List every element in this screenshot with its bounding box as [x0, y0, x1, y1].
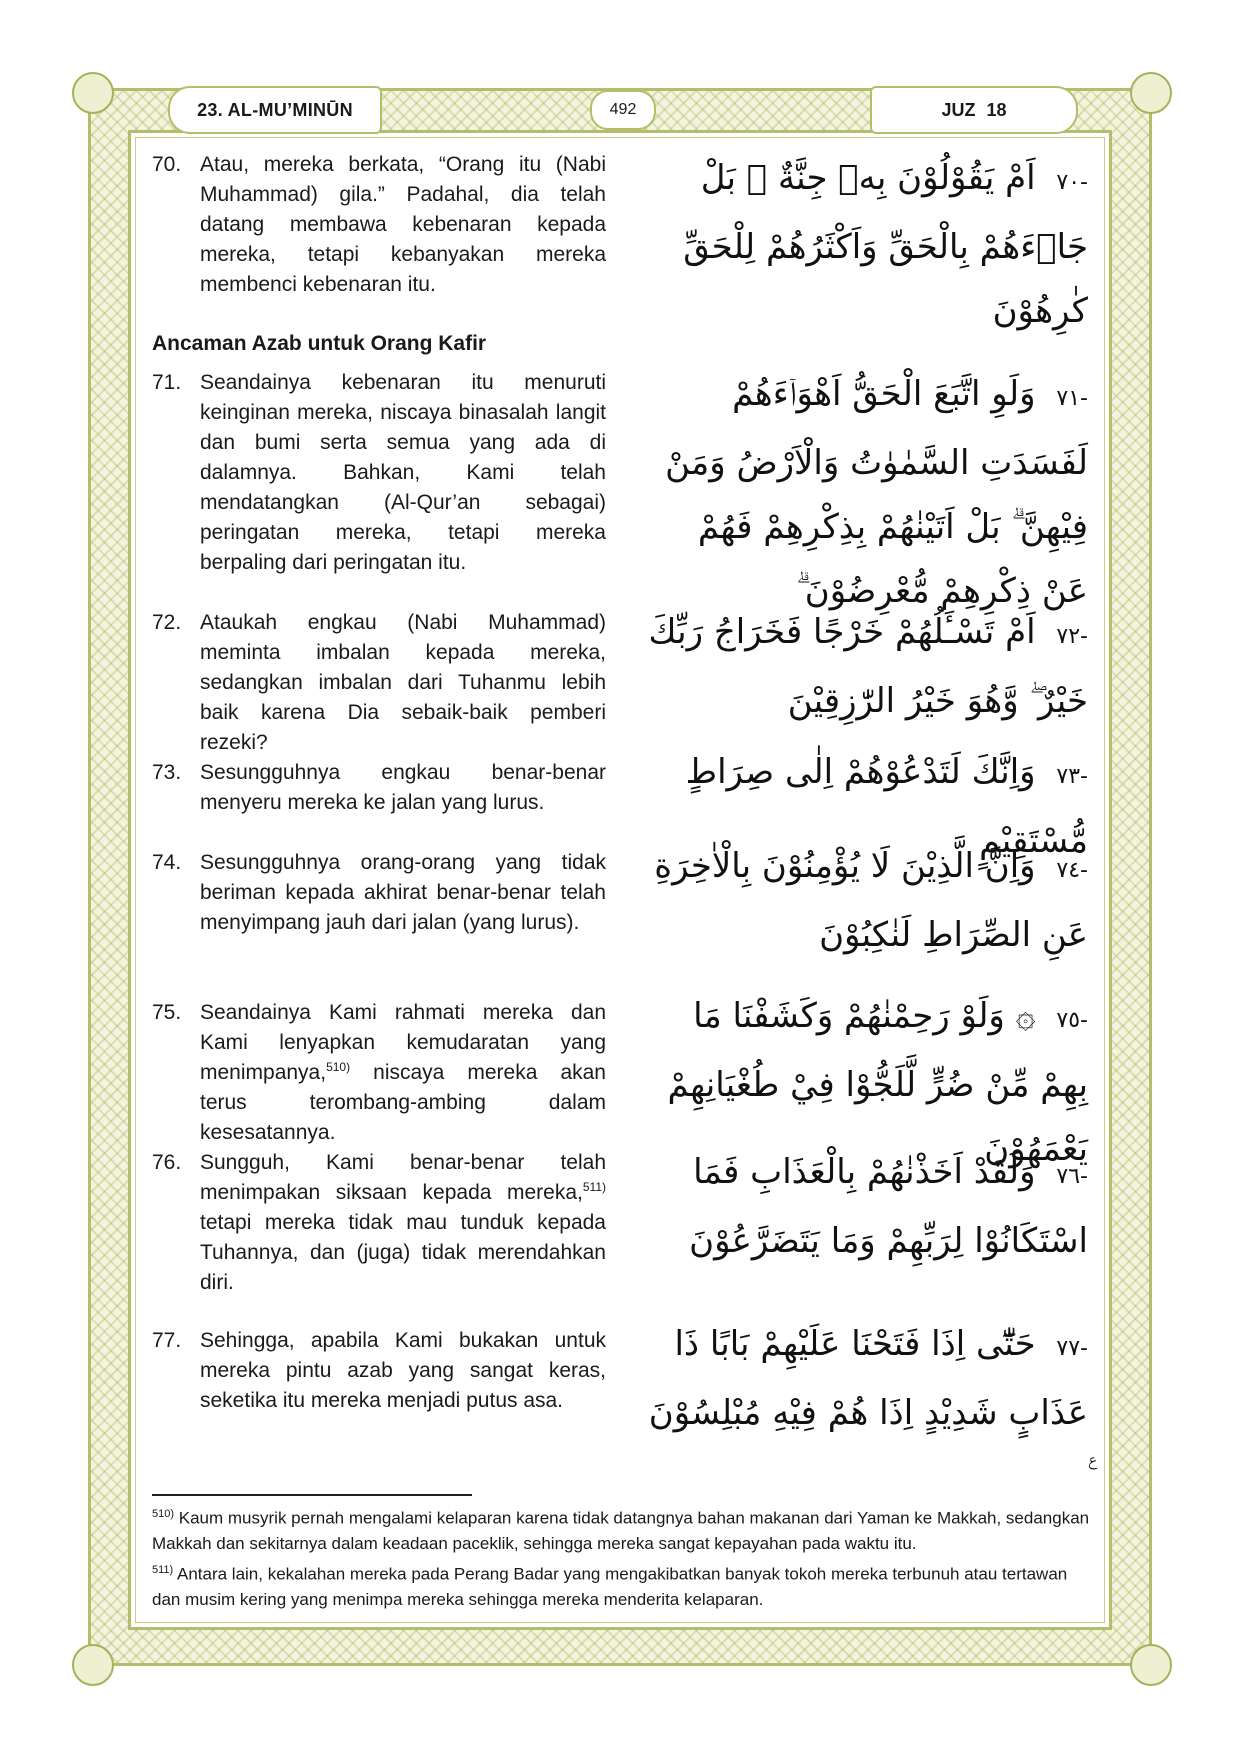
- arabic-verse-77: [648, 1312, 1088, 1509]
- arabic-text: وَاِنَّكَ لَتَدْعُوْهُمْ اِلٰى صِرَاطٍ مُّسْتَقِيْمٍ: [685, 752, 1088, 861]
- corner-ornament-icon: [1130, 72, 1172, 114]
- arabic-text: ۞ وَلَوْ رَحِمْنٰهُمْ وَكَشَفْنَا مَا بِهِمْ مِّنْ ضُرٍّ لَّلَجُّوْا فِيْ طُغْيَانِهِمْ يَعْمَهُوْنَ: [667, 996, 1088, 1169]
- verse-number: 71.: [152, 371, 182, 394]
- verse-number: 72.: [152, 611, 182, 634]
- footnote-ref[interactable]: 511): [582, 1180, 606, 1194]
- translation-part: niscaya mereka akan terus terombang-ambing dalam kesesatannya.: [200, 1061, 606, 1144]
- arabic-text: اَمْ تَسْـَٔلُهُمْ خَرْجًا فَخَرَاجُ رَبِّكَ خَيْرٌ ۖ وَّهُوَ خَيْرُ الرّٰزِقِيْنَ: [648, 612, 1088, 721]
- translation-72: [152, 608, 606, 758]
- translation-75: [152, 998, 606, 1148]
- arabic-text: اَمْ يَقُوْلُوْنَ بِهٖ جِنَّةٌ ۗ بَلْ جَاۤءَهُمْ بِالْحَقِّ وَاَكْثَرُهُمْ لِلْحَقِّ كٰرِهُوْنَ: [683, 158, 1088, 331]
- verse-number: 73.: [152, 761, 182, 784]
- arabic-verse-71: [648, 362, 1088, 623]
- translation-76: [152, 1148, 606, 1298]
- footnote-510: [152, 1502, 1092, 1556]
- arabic-verse-number: -٧٦: [1056, 1164, 1088, 1189]
- arabic-verse-number: -٧٤: [1056, 858, 1088, 883]
- translation-74: [152, 848, 606, 938]
- translation-70: [152, 150, 606, 300]
- translation-part: Seandainya Kami rahmati mereka dan Kami lenyapkan kemudaratan yang menimpanya,: [200, 1001, 606, 1084]
- footnote-511: [152, 1558, 1092, 1612]
- surah-title: 23. AL-MU’MINŪN: [168, 86, 382, 134]
- juz-label: JUZ 18: [870, 86, 1078, 134]
- footnote-text: Antara lain, kekalahan mereka pada Perang Badar yang mengakibatkan banyak tokoh mereka terbunuh atau tertawan dan musim kering yang menimpa mereka sehingga mereka menderita kelaparan.: [152, 1564, 1068, 1609]
- translation-73: [152, 758, 606, 818]
- verse-translation: Seandainya kebenaran itu menuruti keinginan mereka, niscaya binasalah langit dan bumi serta semua yang ada di dalamnya. Bahkan, Kami telah mendatangkan (Al-Qur’an sebagai) peringatan mereka, tetapi mereka berpaling dari peringatan itu.: [200, 371, 606, 574]
- verse-translation: Sehingga, apabila Kami bukakan untuk mereka pintu azab yang sangat keras, seketika itu mereka menjadi putus asa.: [200, 1329, 606, 1412]
- corner-ornament-icon: [72, 1644, 114, 1686]
- footnote-text: Kaum musyrik pernah mengalami kelaparan karena tidak datangnya bahan makanan dari Yaman ke Makkah, sedangkan Makkah dan sekitarnya dalam keadaan paceklik, sehingga mereka sangat kepayahan pada waktu itu.: [152, 1508, 1090, 1553]
- arabic-verse-number: -٧٠: [1056, 170, 1088, 195]
- arabic-text: وَاِنَّ الَّذِيْنَ لَا يُؤْمِنُوْنَ بِالْاٰخِرَةِ عَنِ الصِّرَاطِ لَنٰكِبُوْنَ: [654, 846, 1088, 955]
- translation-77: [152, 1326, 606, 1416]
- verse-translation: [200, 998, 606, 1148]
- footnote-divider: [152, 1494, 472, 1496]
- verse-translation: Ataukah engkau (Nabi Muhammad) meminta imbalan kepada mereka, sedangkan imbalan dari Tuhanmu lebih baik karena Dia sebaik-baik pemberi rezeki?: [200, 611, 606, 754]
- verse-translation: Sesungguhnya engkau benar-benar menyeru mereka ke jalan yang lurus.: [200, 761, 606, 814]
- section-heading: Ancaman Azab untuk Orang Kafir: [152, 332, 487, 355]
- corner-ornament-icon: [1130, 1644, 1172, 1686]
- verse-number: 76.: [152, 1151, 182, 1174]
- footnote-ref[interactable]: 510): [326, 1060, 351, 1074]
- arabic-verse-70: [648, 146, 1088, 343]
- arabic-text: وَلَوِ اتَّبَعَ الْحَقُّ اَهْوَاۤءَهُمْ لَفَسَدَتِ السَّمٰوٰتُ وَالْاَرْضُ وَمَنْ فِيْهِنَّ ۗ بَلْ اَتَيْنٰهُمْ بِذِكْرِهِمْ فَهُمْ عَنْ ذِكْرِهِمْ مُّعْرِضُوْنَ ۗ: [665, 374, 1088, 611]
- verse-number: 75.: [152, 1001, 182, 1024]
- verse-number: 70.: [152, 153, 182, 176]
- footnote-mark: 510): [152, 1508, 175, 1520]
- translation-71: [152, 368, 606, 578]
- translation-part: tetapi mereka tidak mau tunduk kepada Tuhannya, dan (juga) tidak merendahkan diri.: [200, 1211, 606, 1294]
- verse-number: 74.: [152, 851, 182, 874]
- arabic-verse-number: -٧١: [1056, 386, 1088, 411]
- page-number: 492: [590, 90, 656, 130]
- arabic-verse-number: -٧٢: [1056, 624, 1088, 649]
- footnote-mark: 511): [152, 1564, 174, 1576]
- verse-translation: [200, 1148, 606, 1298]
- arabic-verse-number: -٧٥: [1056, 1008, 1088, 1033]
- arabic-verse-76: [648, 1140, 1088, 1273]
- verse-translation: Sesungguhnya orang-orang yang tidak beriman kepada akhirat benar-benar telah menyimpang jauh dari jalan (yang lurus).: [200, 851, 606, 934]
- arabic-verse-74: [648, 834, 1088, 967]
- corner-ornament-icon: [72, 72, 114, 114]
- translation-part: Sungguh, Kami benar-benar telah menimpakan siksaan kepada mereka,: [200, 1151, 606, 1204]
- arabic-text: وَلَقَدْ اَخَذْنٰهُمْ بِالْعَذَابِ فَمَا اسْتَكَانُوْا لِرَبِّهِمْ وَمَا يَتَضَرَّعُوْنَ: [689, 1152, 1088, 1261]
- arabic-verse-72: [648, 600, 1088, 733]
- arabic-text: حَتّٰٓى اِذَا فَتَحْنَا عَلَيْهِمْ بَابًا ذَا عَذَابٍ شَدِيْدٍ اِذَا هُمْ فِيْهِ مُبْلِسُوْنَ: [648, 1324, 1088, 1433]
- verse-translation: Atau, mereka berkata, “Orang itu (Nabi Muhammad) gila.” Padahal, dia telah datang membawa kebenaran kepada mereka, tetapi kebanyakan mereka membenci kebenaran itu.: [200, 153, 606, 296]
- verse-number: 77.: [152, 1329, 182, 1352]
- arabic-verse-number: -٧٣: [1056, 764, 1088, 789]
- arabic-verse-number: -٧٧: [1056, 1336, 1088, 1361]
